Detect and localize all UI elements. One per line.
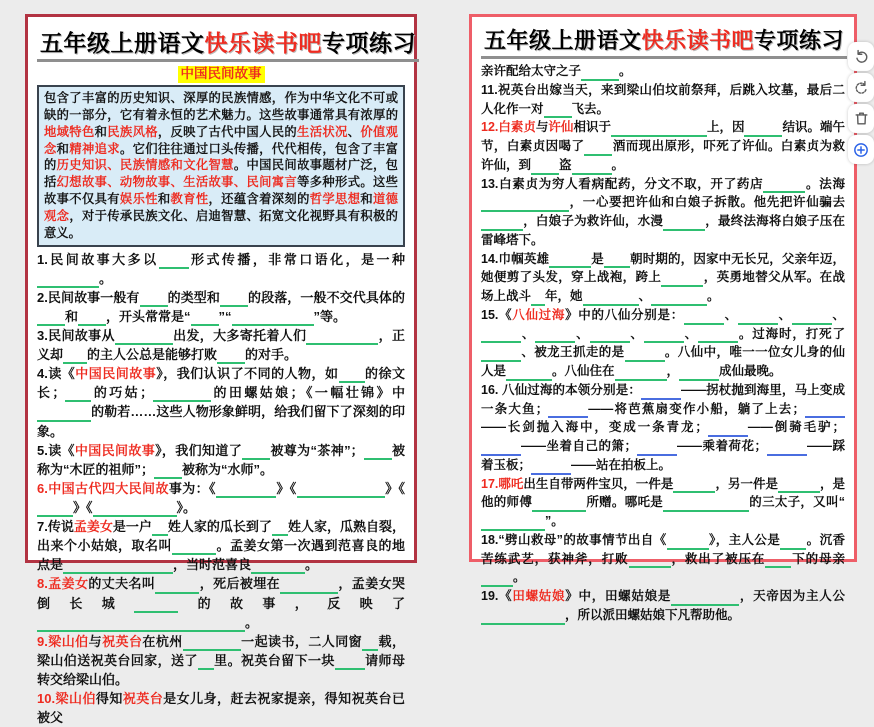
text-run: 。 [611, 157, 625, 172]
text-run: 飞去。 [571, 101, 610, 116]
title-highlight: 快乐读书吧 [641, 28, 755, 53]
text-run: 所赠。哪吒是 [586, 495, 664, 510]
text-run: 与 [88, 633, 103, 649]
fill-blank [581, 67, 619, 81]
fill-blank [481, 442, 521, 456]
text-run: 祝英台 [102, 633, 143, 649]
fill-blank [584, 142, 612, 156]
fill-blank [531, 292, 545, 306]
text-run: ，死后被埋在 [199, 576, 281, 592]
undo-button[interactable] [848, 42, 874, 71]
text-run: 。八仙中，唯一一位女儿身的仙人是 [481, 345, 845, 378]
text-run: 17. [481, 476, 499, 491]
fill-blank [242, 446, 270, 460]
fill-blank [792, 311, 832, 325]
text-run: 被称为“水师”。 [182, 461, 274, 477]
text-run: 田螺姑娘 [512, 589, 566, 603]
text-run: 。中国民间故事题材广泛，包括 [44, 158, 398, 190]
fill-blank [663, 499, 749, 513]
fill-blank [172, 541, 216, 555]
text-run: 出发，大多寄托着人们 [172, 328, 307, 344]
text-run: 15.《 [481, 307, 513, 322]
fill-blank [364, 446, 392, 460]
fill-blank [37, 503, 73, 517]
text-run: 生活状况 [297, 124, 348, 139]
floating-toolbar [848, 42, 874, 164]
fill-blank [673, 480, 715, 494]
exercise-item [481, 306, 845, 381]
fill-blank [637, 442, 677, 456]
fill-blank [481, 574, 513, 588]
text-run: 11.祝英台出嫁当天，来到梁山伯坟前祭拜，后跳入坟墓，最后二人化作一对 [481, 82, 845, 116]
text-run: 》，我们知道了 [155, 442, 243, 458]
fill-blank [625, 349, 665, 363]
text-run: ——乘着荷花； [676, 439, 767, 453]
exercise-item [37, 479, 405, 517]
text-run: 》《 [73, 500, 93, 516]
text-run: 在杭州 [142, 633, 183, 649]
text-run: ，开头常常是“ [106, 308, 191, 324]
text-run: 》《 [275, 480, 297, 496]
text-run: 9. [37, 633, 48, 649]
text-run: 、 [629, 326, 644, 341]
text-run: 的对手。 [245, 347, 298, 363]
text-run: 被称为“木匠的祖师”； [37, 442, 405, 477]
text-run: 5.读《 [37, 442, 75, 458]
exercise-item [481, 175, 845, 250]
text-run: 13.白素贞为穷人看病配药，分文不取，开了药店 [481, 176, 764, 191]
text-run: 的田螺姑娘；《一幅壮锦》中 [211, 385, 405, 401]
text-run: 。八仙住在 [552, 364, 615, 378]
text-run: 3.民间故事从 [37, 328, 115, 344]
text-run: ，天帝因为主人公 [739, 589, 845, 603]
fill-blank [335, 656, 365, 670]
text-run: 出生自带两件宝贝，一件是 [523, 476, 674, 491]
text-run: 里。祝英台留下一块 [213, 652, 335, 668]
text-run: 哪吒 [498, 476, 524, 491]
exercise-item [37, 689, 405, 727]
text-run: 的段落，一般不交代具体的 [247, 289, 405, 305]
fill-blank [93, 503, 177, 517]
text-run: 》中的八仙分别是： [565, 307, 684, 322]
text-run: 孟姜女 [73, 519, 113, 535]
text-run: 是一户 [112, 519, 152, 535]
text-run: 许仙 [548, 120, 574, 135]
text-run: 、 [831, 307, 845, 322]
text-run: 成仙最晚。 [719, 364, 782, 378]
text-run: 、 [638, 289, 652, 303]
text-run: ，是他的师傅 [481, 476, 845, 510]
fill-blank [765, 555, 791, 569]
text-run: 价值观念 [44, 124, 398, 156]
text-run: 一起读书，二人同窗 [240, 633, 363, 649]
exercise-item [481, 81, 845, 119]
text-run: ， [666, 364, 680, 378]
text-run: 》中，田螺姑娘是 [565, 589, 672, 603]
text-run: 包含了丰富的历史知识、深厚的民族情感，作为中华文化不可或缺的一部分，它有着永恒的艺术魅力。这些故事通常具有浓厚的 [44, 91, 398, 122]
text-run: 的巧姑； [91, 385, 154, 401]
fill-blank [805, 405, 845, 419]
fill-blank [744, 124, 782, 138]
fill-blank [220, 293, 248, 307]
redo-button[interactable] [848, 73, 874, 102]
text-run: 上，因 [706, 120, 745, 135]
exercise-item [37, 517, 405, 574]
exercise-item [37, 574, 405, 631]
text-run: ，还蕴含着深刻的 [208, 192, 310, 207]
topic-badge-row [37, 65, 405, 83]
fill-blank [191, 312, 219, 326]
fill-blank [641, 386, 681, 400]
text-run: ——拐杖抛到海里，马上变成一条大鱼； [481, 382, 845, 416]
text-run: 得知 [95, 691, 123, 707]
exercise-item [37, 364, 405, 440]
text-run: 》《 [384, 480, 405, 496]
text-run: 民族风格 [107, 124, 158, 139]
fill-blank [663, 217, 705, 231]
text-run: ，英勇地替父从军。在战场上战斗 [481, 270, 845, 303]
title-post: 专项练习 [754, 28, 845, 53]
fill-blank [590, 330, 630, 344]
fill-blank [481, 217, 523, 231]
exercise-item [37, 632, 405, 689]
text-run: ——踩着玉板； [481, 439, 845, 472]
fill-blank [63, 561, 173, 575]
text-run: 酒而现出原形，吓死了许仙。白素贞为救许仙，到 [481, 139, 845, 172]
text-run: ，反映了古代中国人民的 [157, 124, 298, 139]
text-run: 是 [591, 251, 604, 266]
text-run: ——站在拍板上。 [571, 457, 672, 472]
fill-blank [604, 255, 630, 269]
fill-blank [63, 350, 87, 364]
text-run: ”。 [545, 514, 564, 528]
fill-blank [767, 442, 807, 456]
text-run: ——坐着自己的箫； [521, 439, 637, 453]
fill-blank [531, 161, 559, 175]
text-run: 14.巾帼英雄 [481, 251, 550, 266]
text-run: 精神追求 [69, 141, 120, 156]
text-run: 12. [481, 120, 499, 135]
redo-arrow-icon [853, 79, 870, 96]
fill-blank [152, 522, 168, 536]
fill-blank [37, 408, 91, 422]
fill-blank [37, 618, 245, 632]
text-run: ——倒骑毛驴； [747, 420, 845, 435]
fill-blank [78, 312, 106, 326]
text-run: 。 [99, 270, 113, 286]
title-pre: 五年级上册语文 [40, 31, 205, 56]
text-run: 的类型和 [167, 289, 220, 305]
text-run: 16. 八仙过海的本领分别是： [481, 382, 641, 397]
text-run: 梁山伯 [55, 691, 96, 707]
plus-circle-icon [852, 141, 870, 159]
text-run: 等多种形式。这些故事不仅具有 [44, 175, 398, 207]
text-run: 祝英台 [122, 691, 164, 707]
text-run: 19.《 [481, 589, 513, 603]
fill-blank [738, 311, 778, 325]
fill-blank [651, 292, 707, 306]
undo-arrow-icon [853, 48, 870, 65]
exercise-item [481, 475, 845, 531]
fill-blank [297, 484, 385, 498]
text-run: 、 [723, 307, 738, 322]
fill-blank [154, 465, 182, 479]
text-run: 7.传说 [37, 519, 74, 535]
fill-blank [280, 580, 338, 594]
fill-blank [481, 517, 545, 531]
text-run: 和 [56, 141, 70, 156]
text-run: 事为：《 [168, 480, 216, 496]
text-run: 4.读《 [37, 366, 76, 382]
fill-blank [306, 331, 378, 345]
text-run: ，当时范喜良 [173, 557, 252, 573]
fill-blank [37, 312, 65, 326]
text-run: 的主人公总是能够打败 [87, 347, 218, 363]
fill-blank [37, 274, 99, 288]
text-run: 孟姜女 [47, 576, 89, 592]
fill-blank [548, 405, 588, 419]
text-run: 盗 [559, 157, 572, 172]
fill-blank [544, 105, 572, 119]
text-run: ，白娘子为救许仙，水漫 [523, 214, 664, 228]
fill-blank [778, 480, 820, 494]
fill-blank [644, 330, 684, 344]
fill-blank [506, 367, 552, 381]
text-run: 、 [521, 326, 536, 341]
text-run: 中国民间故事 [74, 442, 156, 458]
fill-blank [216, 484, 276, 498]
fill-blank [481, 349, 521, 363]
text-run: 的丈夫名叫 [88, 576, 156, 592]
title-highlight: 快乐读书吧 [204, 31, 322, 56]
exercise-item [481, 531, 845, 587]
topic-badge: 中国民间故事 [178, 66, 265, 83]
text-run: 八仙过海 [512, 307, 566, 322]
exercise-item [37, 441, 405, 479]
fill-blank [572, 161, 612, 175]
text-run: 、 [683, 326, 698, 341]
title-pre: 五年级上册语文 [484, 28, 642, 53]
fill-blank [629, 555, 671, 569]
fill-blank [708, 424, 748, 438]
fill-blank [183, 637, 241, 651]
fill-blank [481, 199, 569, 213]
text-run: 。 [305, 557, 319, 573]
exercise-item [37, 326, 405, 364]
page-title [481, 24, 845, 59]
fill-blank [611, 124, 707, 138]
delete-button[interactable] [848, 104, 874, 133]
exercise-item [37, 250, 405, 288]
text-run: 10. [37, 691, 56, 707]
fill-blank [134, 599, 178, 613]
text-run: 被尊为“茶神”； [270, 442, 364, 458]
text-run: 和 [157, 192, 171, 207]
exercise-item [481, 587, 845, 625]
exercise-item [481, 62, 845, 81]
text-run: 朝时期的，因家中无长兄，父亲年迈，她便剪了头发，穿上战袍，跨上 [481, 251, 845, 285]
text-run: 18.“劈山救母”的故事情节出自《 [481, 532, 667, 547]
fill-blank [153, 389, 211, 403]
page-2[interactable] [469, 14, 857, 622]
fill-blank [535, 330, 575, 344]
text-run: ”等。 [313, 308, 347, 324]
fill-blank [679, 367, 719, 381]
fill-blank [684, 311, 724, 325]
exercise-list-left [37, 250, 405, 727]
text-run: ，另一件是 [715, 476, 778, 491]
text-run: 请师母转交给梁山伯。 [37, 652, 405, 687]
exercise-item [481, 381, 845, 475]
fill-blank [661, 274, 703, 288]
fill-blank [217, 350, 245, 364]
text-run: 6.中国古代四大民间故 [37, 480, 169, 496]
fill-blank [549, 255, 591, 269]
text-run: 、 [347, 124, 361, 139]
fill-blank [698, 330, 738, 344]
text-run: 。法海 [805, 176, 845, 191]
text-run: ，最终法海将白娘子压在雷峰塔下。 [481, 214, 845, 247]
trash-icon [853, 110, 870, 127]
text-run: 。沉香苦练武艺，获神斧，打败 [481, 532, 845, 566]
text-run: 2.民间故事一般有 [37, 289, 140, 305]
text-run: 的故事，反映了 [178, 595, 405, 611]
text-run: ，一心要把许仙和白娘子拆散。他先把许仙骗去 [569, 195, 845, 210]
text-run: 结识。端午节，白素贞因喝了 [481, 120, 845, 153]
fill-blank [481, 330, 521, 344]
text-run: 亲许配给太守之子 [481, 64, 582, 78]
text-run: 。 [245, 614, 259, 630]
fill-blank [763, 180, 805, 194]
fill-blank [481, 611, 565, 625]
text-run: 8. [37, 576, 48, 592]
exercise-item [481, 118, 845, 174]
text-run: 与 [535, 120, 549, 135]
fill-blank [671, 592, 739, 606]
fill-blank [272, 522, 288, 536]
fill-blank [140, 293, 168, 307]
fill-blank [251, 561, 305, 575]
fill-blank [531, 461, 571, 475]
text-run: 梁山伯 [47, 633, 89, 649]
text-run: 和 [360, 192, 373, 207]
fill-blank [198, 656, 214, 670]
text-run: 地域特色 [44, 124, 95, 139]
fill-blank [339, 369, 365, 383]
exercise-list-right [481, 62, 845, 625]
fill-blank [780, 536, 806, 550]
text-run: 相识于 [573, 120, 611, 135]
text-run: ，正义却 [37, 328, 405, 363]
text-run: ——长剑抛入海中，变成一条青龙； [481, 420, 708, 435]
fill-blank [232, 312, 314, 326]
text-run: 载，梁山伯送祝英台回家，送了 [37, 633, 405, 668]
text-run: 》，主人公是 [708, 532, 781, 547]
text-run: ”“ [218, 308, 232, 324]
text-run: 道德观念 [44, 192, 398, 223]
text-run: 年，她 [545, 289, 583, 303]
text-run: 中国民间故事 [75, 366, 157, 382]
text-run: 的勒若……这些人物形象鲜明，给我们留下了深刻的印象。 [37, 404, 405, 439]
text-run: ，所以派田螺姑娘下凡帮助他。 [565, 607, 741, 622]
fill-blank [159, 255, 189, 269]
text-run: 。 [619, 64, 632, 78]
text-run: ，救出了被压在 [670, 551, 766, 566]
text-run: 下的母亲 [791, 551, 845, 566]
intro-box [37, 85, 405, 247]
fill-blank [155, 580, 199, 594]
fill-blank [583, 292, 639, 306]
text-run: ，孟姜女哭倒长城 [37, 576, 405, 611]
exercise-item [481, 250, 845, 306]
text-run: 。孟姜女第一次遇到范喜良的地点是 [37, 538, 405, 573]
text-run: 。 [707, 289, 720, 303]
text-run: 。它们往往通过口头传播，代代相传，包含了丰富的 [44, 141, 398, 173]
text-run: 的三太子，又叫“ [749, 495, 845, 510]
text-run: 和 [65, 308, 79, 324]
text-run: 、 [777, 307, 792, 322]
page-1[interactable] [25, 14, 417, 726]
page-title [37, 25, 416, 62]
fill-blank [615, 367, 667, 381]
text-run: 》。 [176, 500, 197, 516]
text-run: ——将芭蕉扇变作小船，躺了上去； [588, 401, 805, 416]
text-run: 姓人家，瓜熟自裂，出来个小姑娘，取名叫 [37, 519, 405, 554]
text-run: 教育性 [170, 192, 209, 207]
text-run: 。过海时，打死了 [738, 326, 845, 341]
text-run: 形式传播，非常口语化，是一种 [188, 251, 405, 267]
text-run: ，对于传承民族文化、启迪智慧、拓宽文化视野具有积极的意义。 [44, 208, 398, 240]
text-run: 1.民间故事大多以 [37, 251, 159, 267]
fill-blank [667, 536, 709, 550]
text-run: 白素贞 [498, 120, 536, 135]
text-run: 姓人家的瓜长到了 [167, 519, 272, 535]
text-run: 和 [94, 124, 108, 139]
zoom-in-button[interactable] [848, 135, 874, 164]
text-run: 。 [513, 570, 526, 585]
text-run: 》，我们认识了不同的人物，如 [156, 366, 339, 382]
text-run: 的徐文长； [37, 366, 405, 401]
text-run: 、被龙王抓走的是 [521, 345, 625, 360]
text-run: 历史知识、民族情感和文化智慧 [56, 158, 234, 173]
text-run: 是女儿身，赶去祝家提亲，得知祝英台已被父 [37, 691, 405, 726]
text-run: 、 [575, 326, 590, 341]
title-post: 专项练习 [322, 31, 416, 56]
fill-blank [65, 389, 91, 403]
text-run: 哲学思想 [309, 192, 361, 207]
fill-blank [362, 637, 378, 651]
fill-blank [532, 499, 586, 513]
fill-blank [115, 331, 173, 345]
text-run: 娱乐性 [119, 192, 158, 207]
exercise-item [37, 288, 405, 326]
text-run: 幻想故事、动物故事、生活故事、民间寓言 [56, 175, 298, 190]
